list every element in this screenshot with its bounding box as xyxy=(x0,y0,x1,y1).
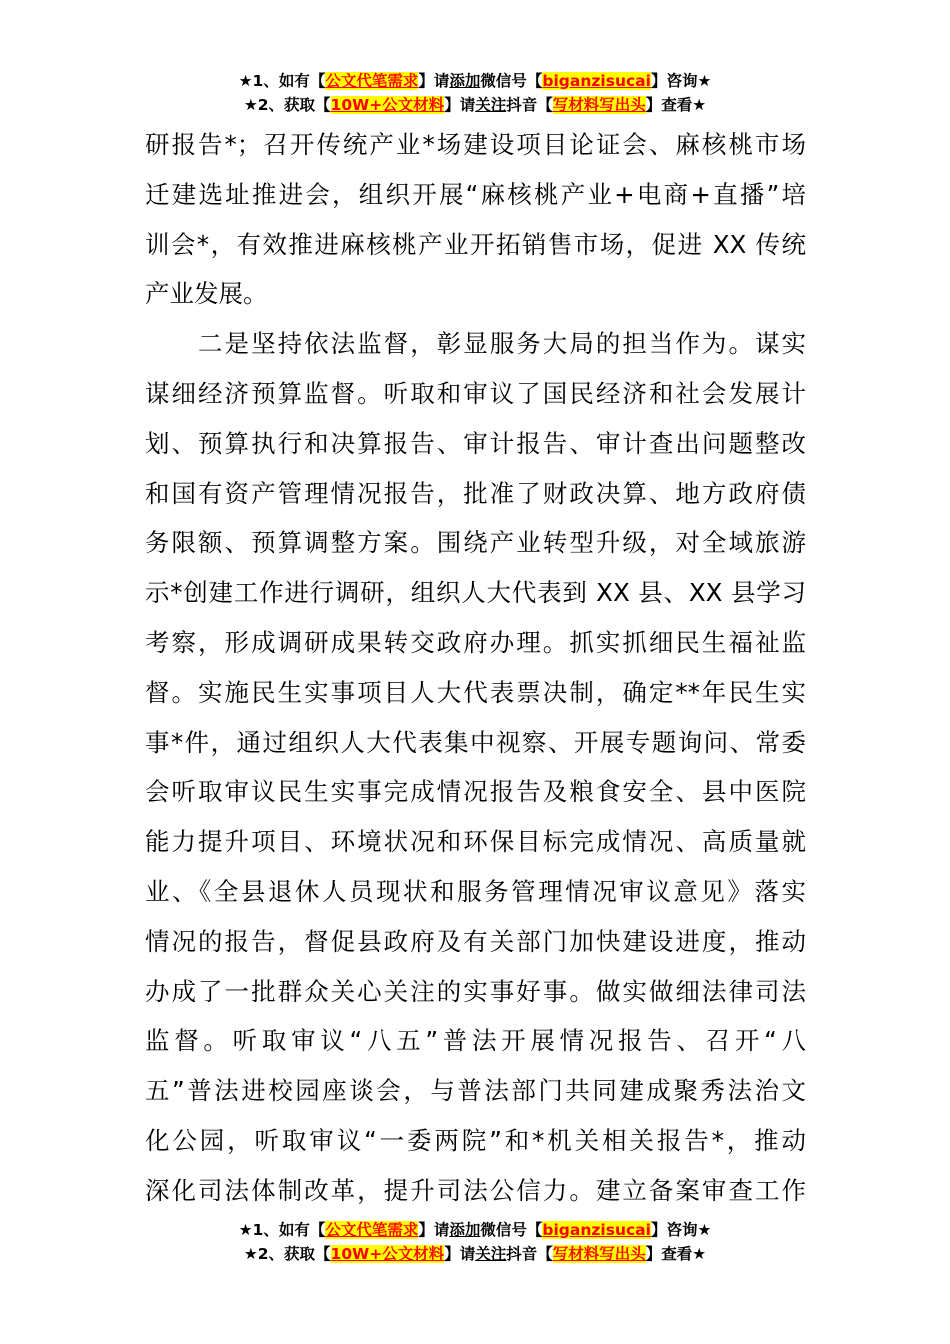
document-body xyxy=(145,120,806,1216)
highlight-service: 公文代笔需求 xyxy=(325,72,419,90)
text-line: 办成了一批群众关心关注的实事好事。做实做细法律司法 xyxy=(145,976,806,1006)
text-line: 迁建选址推进会，组织开展“麻核桃产业+电商+直播”培 xyxy=(145,179,806,209)
text-line: 划、预算执行和决算报告、审计报告、审计查出问题整改 xyxy=(145,428,806,458)
text: ★2、获取【 xyxy=(243,1245,331,1263)
text-line: 二是坚持依法监督，彰显服务大局的担当作为。谋实 xyxy=(145,329,806,359)
text-line: 五”普法进校园座谈会，与普法部门共同建成聚秀法治文 xyxy=(145,1076,806,1106)
text: 抖音【 xyxy=(506,96,553,114)
text: ★1、如有【 xyxy=(238,72,326,90)
text-line: 考察，形成调研成果转交政府办理。抓实抓细民生福祉监 xyxy=(145,627,806,657)
promo-banner-bottom xyxy=(0,1218,950,1266)
text-line: 化公园，听取审议“一委两院”和*机关相关报告*，推动 xyxy=(145,1125,806,1155)
highlight-wechat-id: biganzisucai xyxy=(542,72,651,90)
text-line: 情况的报告，督促县政府及有关部门加快建设进度，推动 xyxy=(145,926,806,956)
highlight-wechat-id: biganzisucai xyxy=(542,1221,651,1239)
text-line: 事*件，通过组织人大代表集中视察、开展专题询问、常委 xyxy=(145,727,806,757)
text-line: 业、《全县退休人员现状和服务管理情况审议意见》落实 xyxy=(145,876,806,906)
text-line: 会听取审议民生实事完成情况报告及粮食安全、县中医院 xyxy=(145,777,806,807)
promo-banner-top xyxy=(0,69,950,117)
text: ★1、如有【 xyxy=(238,1221,326,1239)
text-line: 能力提升项目、环境状况和环保目标完成情况、高质量就 xyxy=(145,827,806,857)
promo-line-1 xyxy=(0,1218,950,1242)
text-line: 和国有资产管理情况报告，批准了财政决算、地方政府债 xyxy=(145,478,806,508)
promo-line-2 xyxy=(0,1242,950,1266)
highlight-materials: 10W+公文材料 xyxy=(330,1245,445,1263)
text: 抖音【 xyxy=(506,1245,553,1263)
text: 】请 xyxy=(418,1221,450,1239)
text: ★2、获取【 xyxy=(243,96,331,114)
text: 】请 xyxy=(444,96,476,114)
text-line: 训会*，有效推进麻核桃产业开拓销售市场，促进 XX 传统 xyxy=(145,229,806,259)
text-line: 研报告*；召开传统产业*场建设项目论证会、麻核桃市场 xyxy=(145,130,806,159)
text-line: 产业发展。 xyxy=(145,279,268,309)
text-line: 督。实施民生实事项目人大代表票决制，确定**年民生实 xyxy=(145,677,806,707)
highlight-materials: 10W+公文材料 xyxy=(330,96,445,114)
underlined-add: 添加 xyxy=(449,72,481,90)
underlined-add: 添加 xyxy=(449,1221,481,1239)
text: 】请 xyxy=(418,72,450,90)
promo-line-2 xyxy=(0,93,950,117)
highlight-service: 公文代笔需求 xyxy=(325,1221,419,1239)
text: 】请 xyxy=(444,1245,476,1263)
text-line: 示*创建工作进行调研，组织人大代表到 XX 县、XX 县学习 xyxy=(145,578,806,608)
highlight-account: 写材料写出头 xyxy=(552,1245,646,1263)
text: 微信号【 xyxy=(480,72,543,90)
text: 】查看★ xyxy=(645,96,707,114)
text-line: 深化司法体制改革，提升司法公信力。建立备案审查工作 xyxy=(145,1175,806,1205)
text-line: 务限额、预算调整方案。围绕产业转型升级，对全域旅游 xyxy=(145,528,806,558)
promo-line-1 xyxy=(0,69,950,93)
text: 】咨询★ xyxy=(650,1221,712,1239)
underlined-follow: 关注 xyxy=(475,1245,507,1263)
text: 】查看★ xyxy=(645,1245,707,1263)
text: 】咨询★ xyxy=(650,72,712,90)
underlined-follow: 关注 xyxy=(475,96,507,114)
highlight-account: 写材料写出头 xyxy=(552,96,646,114)
text-line: 监督。听取审议“八五”普法开展情况报告、召开“八 xyxy=(145,1026,806,1056)
text-line: 谋细经济预算监督。听取和审议了国民经济和社会发展计 xyxy=(145,378,806,408)
text: 微信号【 xyxy=(480,1221,543,1239)
